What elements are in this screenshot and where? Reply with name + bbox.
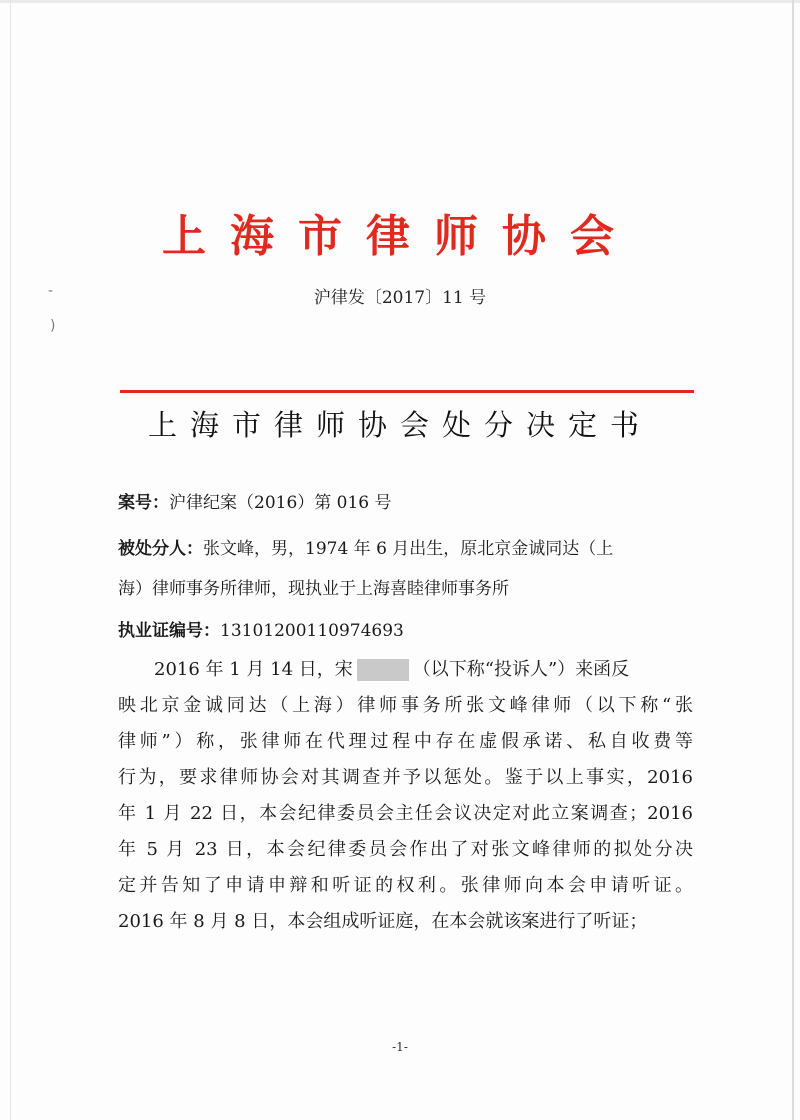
body-line: 2016 年 8 月 8 日，本会组成听证庭，在本会就该案进行了听证； xyxy=(118,911,648,932)
decision-title: 上海市律师协会处分决定书 xyxy=(147,408,652,442)
page-number: -1- xyxy=(392,1040,408,1054)
scan-mark: - xyxy=(48,283,54,299)
respondent-value-continued: 海）律师事务所律师，现执业于上海喜睦律师事务所 xyxy=(118,579,509,599)
case-number-field xyxy=(118,490,392,516)
scan-mark: ) xyxy=(50,318,56,334)
respondent-value: 张文峰，男，1974 年 6 月出生，原北京金诚同达（上 xyxy=(203,539,614,559)
body-line: 定并告知了申请申辩和听证的权利。张律师向本会申请听证。 xyxy=(118,875,693,896)
body-paragraph xyxy=(118,652,693,940)
redacted-name xyxy=(357,659,409,681)
license-field xyxy=(118,618,404,644)
page-edge-right xyxy=(792,0,794,1120)
respondent-field xyxy=(118,536,613,562)
organization-title: 上海市律师协会 xyxy=(162,211,638,262)
body-line xyxy=(118,652,693,688)
body-text: 2016 年 1 月 14 日，宋 xyxy=(154,659,353,680)
body-line: 行为，要求律师协会对其调查并予以惩处。鉴于以上事实，2016 xyxy=(118,767,693,788)
body-line: 映北京金诚同达（上海）律师事务所张文峰律师（以下称“张 xyxy=(118,695,693,716)
case-number-value: 沪律纪案（2016）第 016 号 xyxy=(169,493,392,513)
document-number: 沪律发〔2017〕11 号 xyxy=(313,288,487,308)
red-divider xyxy=(120,390,694,393)
respondent-field-continued xyxy=(118,576,509,602)
license-label: 执业证编号： xyxy=(118,621,220,641)
body-line: 律师”）称，张律师在代理过程中存在虚假承诺、私自收费等 xyxy=(118,731,693,752)
body-text: （以下称“投诉人”）来函反 xyxy=(412,659,630,680)
body-line: 年 1 月 22 日，本会纪律委员会主任会议决定对此立案调查；2016 xyxy=(118,803,693,824)
page-edge-top xyxy=(0,0,800,3)
page-edge-left xyxy=(10,0,11,1120)
body-line: 年 5 月 23 日，本会纪律委员会作出了对张文峰律师的拟处分决 xyxy=(118,839,693,860)
license-value: 13101200110974693 xyxy=(220,621,404,641)
case-number-label: 案号： xyxy=(118,493,169,513)
respondent-label: 被处分人： xyxy=(118,539,203,559)
